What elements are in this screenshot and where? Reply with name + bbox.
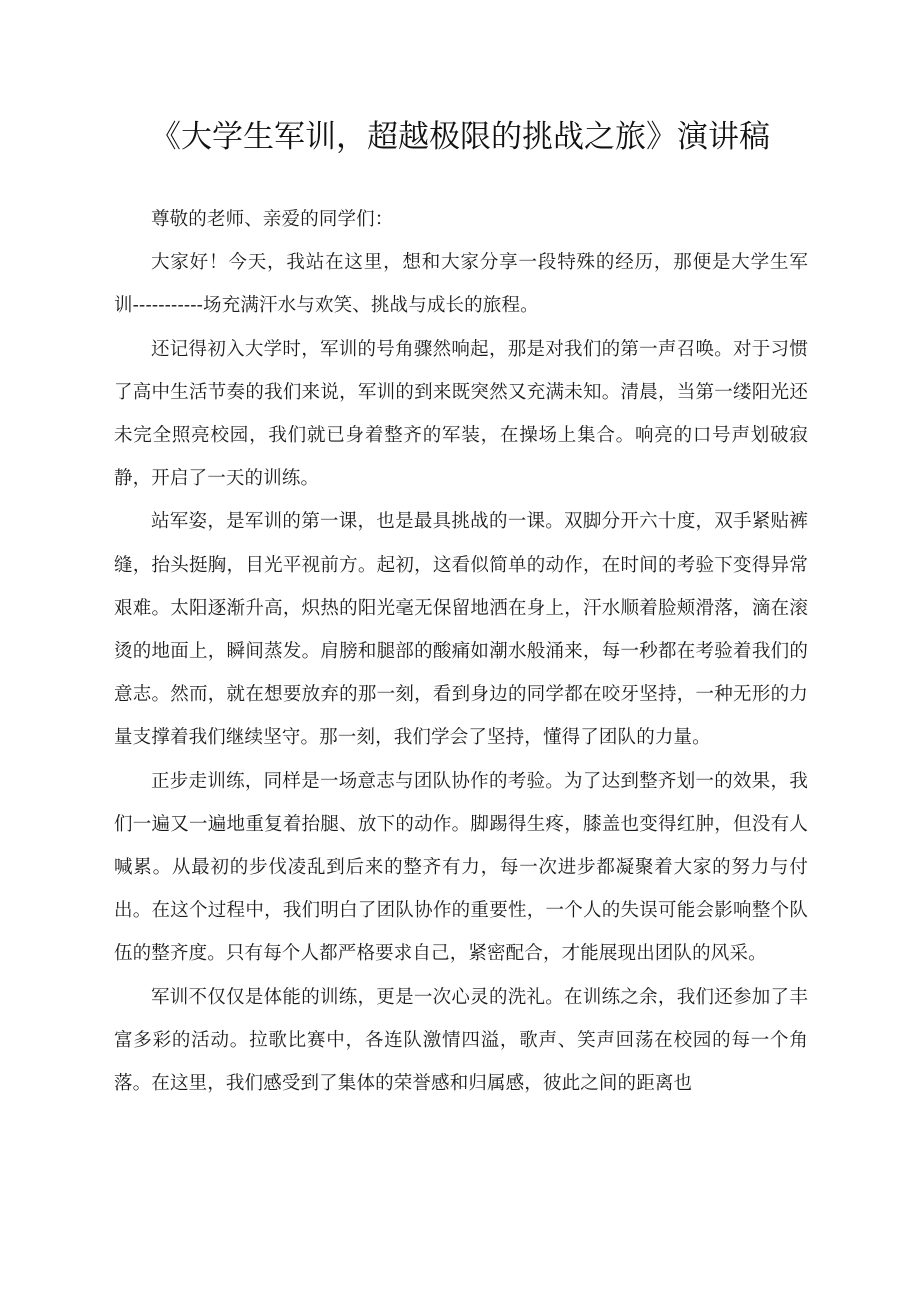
paragraph-goose-step: 正步走训练，同样是一场意志与团队协作的考验。为了达到整齐划一的效果，我们一遍又一遍地重复着抬腿、放下的动作。脚踢得生疼，膝盖也变得红肿，但没有人喊累。从最初的步伐凌乱到后来的整齐有力，每一次进步都凝聚着大家的努力与付出。在这个过程中，我们明白了团队协作的重要性，一个人的失误可能会影响整个队伍的整齐度。只有每个人都严格要求自己，紧密配合，才能展现出团队的风采。 [114, 770, 808, 965]
paragraph-greeting: 大家好！今天，我站在这里，想和大家分享一段特殊的经历，那便是大学生军训-----------场充满汗水与欢笑、挑战与成长的旅程。 [114, 252, 808, 317]
document-body [114, 198, 808, 1105]
paragraph-activities: 军训不仅仅是体能的训练，更是一次心灵的洗礼。在训练之余，我们还参加了丰富多彩的活动。拉歌比赛中，各连队激情四溢，歌声、笑声回荡在校园的每一个角落。在这里，我们感受到了集体的荣誉感和归属感，彼此之间的距离也 [114, 986, 808, 1095]
paragraph-salutation: 尊敬的老师、亲爱的同学们： [151, 209, 394, 230]
paragraph-standing-posture: 站军姿，是军训的第一课，也是最具挑战的一课。双脚分开六十度，双手紧贴裤缝，抬头挺胸，目光平视前方。起初，这看似简单的动作，在时间的考验下变得异常艰难。太阳逐渐升高，炽热的阳光毫无保留地洒在身上，汗水顺着脸颊滑落，滴在滚烫的地面上，瞬间蒸发。肩膀和腿部的酸痛如潮水般涌来，每一秒都在考验着我们的意志。然而，就在想要放弃的那一刻，看到身边的同学都在咬牙坚持，一种无形的力量支撑着我们继续坚守。那一刻，我们学会了坚持，懂得了团队的力量。 [114, 511, 808, 749]
document-title: 《大学生军训，超越极限的挑战之旅》演讲稿 [150, 119, 770, 155]
paragraph-memory: 还记得初入大学时，军训的号角骤然响起，那是对我们的第一声召唤。对于习惯了高中生活节奏的我们来说，军训的到来既突然又充满未知。清晨，当第一缕阳光还未完全照亮校园，我们就已身着整齐的军装，在操场上集合。响亮的口号声划破寂静，开启了一天的训练。 [114, 338, 808, 490]
